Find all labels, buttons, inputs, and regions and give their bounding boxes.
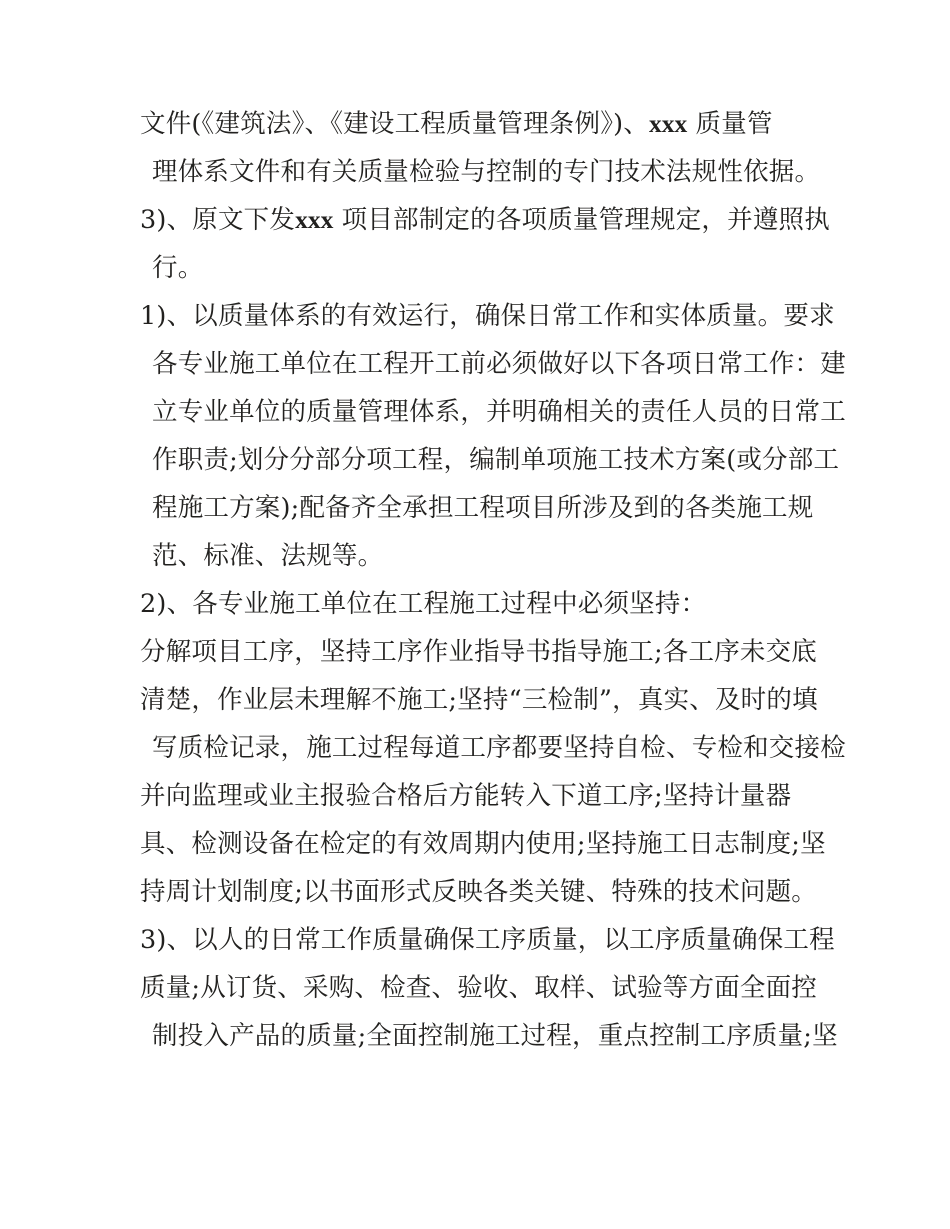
line-text-run: 立专业单位的质量管理体系，并明确相关的责任人员的日常工 (152, 397, 846, 427)
line-text-run: 行。 (152, 253, 204, 283)
document-text-body (140, 100, 846, 1060)
document-line (140, 532, 814, 580)
line-text-run: 程施工方案);配备齐全承担工程项目所涉及到的各类施工规 (152, 493, 814, 523)
document-line (140, 148, 821, 196)
line-text-run: 质量管 (687, 109, 773, 139)
line-text-run: 各专业施工单位在工程开工前必须做好以下各项日常工作：建 (152, 349, 846, 379)
line-text-run: 文件(《建筑法》、《建设工程质量管理条例》)、 (140, 109, 649, 139)
document-line (140, 676, 818, 724)
document-line (140, 868, 817, 916)
document-line (140, 916, 835, 964)
document-line (140, 628, 817, 676)
line-text-run: 具、检测设备在检定的有效周期内使用;坚持施工日志制度;坚 (140, 829, 826, 859)
line-text-run: 3)、以人的日常工作质量确保工序质量，以工序质量确保工程 (140, 925, 835, 955)
document-line (140, 436, 840, 484)
line-text-run: 制投入产品的质量;全面控制施工过程，重点控制工序质量;坚 (152, 1021, 838, 1051)
document-line (140, 100, 814, 148)
document-line (140, 1012, 838, 1060)
line-text-run: 3)、原文下发 (140, 205, 296, 235)
line-text-run: 2)、各专业施工单位在工程施工过程中必须坚持： (140, 589, 707, 619)
line-text-run: 范、标准、法规等。 (152, 541, 384, 571)
line-text-run-bold: xxx (649, 109, 688, 138)
document-line (140, 580, 814, 628)
document-line (140, 244, 814, 292)
line-text-run: 1)、以质量体系的有效运行，确保日常工作和实体质量。要求 (140, 301, 835, 331)
line-text-run: 写质检记录，施工过程每道工序都要坚持自检、专检和交接检 (152, 733, 846, 763)
document-line (140, 724, 846, 772)
document-line (140, 484, 814, 532)
line-text-run: 理体系文件和有关质量检验与控制的专门技术法规性依据。 (152, 157, 821, 187)
document-line (140, 772, 814, 820)
line-text-run: 质量;从订货、采购、检查、验收、取样、试验等方面全面控 (140, 973, 817, 1003)
document-line (140, 292, 835, 340)
document-line (140, 196, 830, 244)
document-line (140, 964, 817, 1012)
line-text-run: 作职责;划分分部分项工程，编制单项施工技术方案(或分部工 (152, 445, 840, 475)
line-text-run: 项目部制定的各项质量管理规定，并遵照执 (333, 205, 830, 235)
line-text-run: 并向监理或业主报验合格后方能转入下道工序;坚持计量器 (140, 781, 792, 811)
line-text-run: 分解项目工序，坚持工序作业指导书指导施工;各工序未交底 (140, 637, 817, 667)
document-line (140, 388, 846, 436)
document-line (140, 340, 846, 388)
document-line (140, 820, 826, 868)
line-text-run-bold: xxx (295, 205, 334, 234)
line-text-run: 清楚，作业层未理解不施工;坚持“三检制”，真实、及时的填 (140, 685, 818, 715)
line-text-run: 持周计划制度;以书面形式反映各类关键、特殊的技术问题。 (140, 877, 817, 907)
